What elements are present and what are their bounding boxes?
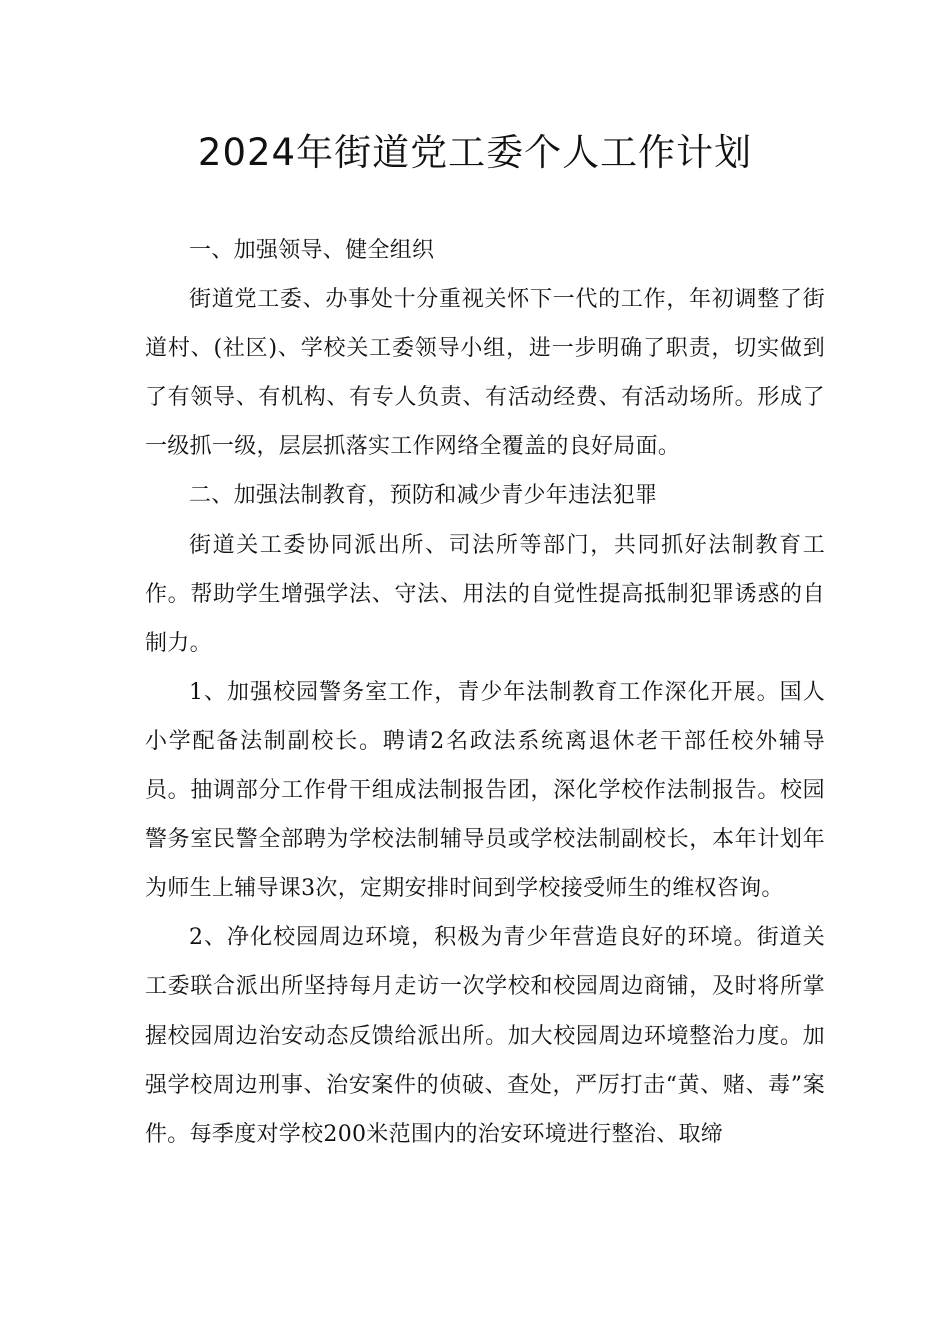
document-body	[145, 226, 825, 1159]
paragraph-4: 2、净化校园周边环境，积极为青少年营造良好的环境。街道关工委联合派出所坚持每月走访一次学校和校园周边商铺，及时将所掌握校园周边治安动态反馈给派出所。加大校园周边环境整治力度。加强学校周边刑事、治安案件的侦破、查处，严厉打击“黄、赌、毒”案件。每季度对学校200米范围内的治安环境进行整治、取缔	[145, 925, 825, 1147]
paragraph-1: 街道党工委、办事处十分重视关怀下一代的工作，年初调整了街道村、(社区)、学校关工委领导小组，进一步明确了职责，切实做到了有领导、有机构、有专人负责、有活动经费、有活动场所。形成了一级抓一级，层层抓落实工作网络全覆盖的良好局面。	[145, 287, 825, 460]
paragraph-2: 街道关工委协同派出所、司法所等部门，共同抓好法制教育工作。帮助学生增强学法、守法、用法的自觉性提高抵制犯罪诱惑的自制力。	[145, 532, 825, 656]
section-heading-2: 二、加强法制教育，预防和减少青少年违法犯罪	[189, 483, 658, 509]
section-heading-1: 一、加强领导、健全组织	[189, 238, 435, 263]
paragraph-3: 1、加强校园警务室工作，青少年法制教育工作深化开展。国人小学配备法制副校长。聘请2名政法系统离退休老干部任校外辅导员。抽调部分工作骨干组成法制报告团，深化学校作法制报告。校园警务室民警全部聘为学校法制辅导员或学校法制副校长，本年计划年为师生上辅导课3次，定期安排时间到学校接受师生的维权咨询。	[145, 679, 825, 902]
document-title: 2024年街道党工委个人工作计划	[197, 131, 753, 174]
